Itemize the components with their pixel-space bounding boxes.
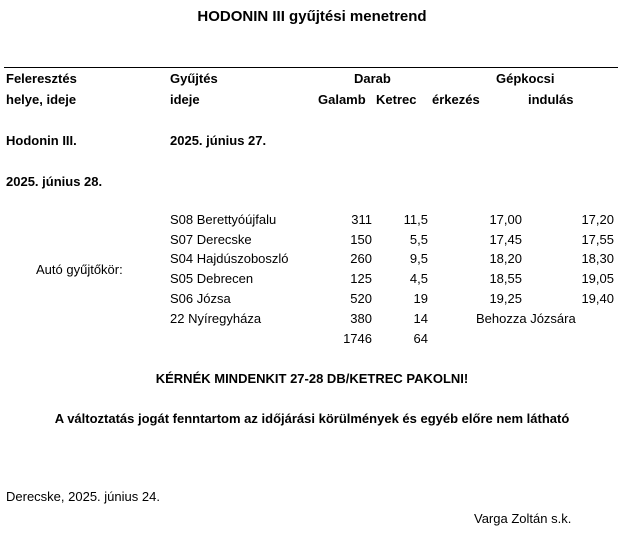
header-darab: Darab: [354, 71, 391, 86]
row-ketrec: 4,5: [409, 271, 428, 286]
page-title: HODONIN III gyűjtési menetrend: [197, 8, 427, 25]
header-release-line2: helye, ideje: [6, 92, 77, 107]
packing-notice: KÉRNÉK MINDENKIT 27-28 DB/KETREC PAKOLNI!: [155, 371, 469, 386]
row-galamb: 380: [350, 311, 372, 326]
row-galamb: 260: [350, 251, 372, 266]
row-galamb: 520: [350, 291, 372, 306]
row-arrival: 17,45: [489, 232, 522, 247]
header-arrival: érkezés: [432, 92, 480, 107]
row-arrival: 17,00: [489, 212, 522, 227]
signature: Varga Zoltán s.k.: [474, 511, 572, 526]
row-departure: 19,05: [581, 271, 614, 286]
row-name: S05 Debrecen: [170, 271, 254, 286]
header-release-line1: Feleresztés: [6, 71, 77, 86]
header-top-rule: [4, 67, 618, 68]
header-collection-line2: ideje: [170, 92, 200, 107]
row-name: S07 Derecske: [170, 232, 252, 247]
row-ketrec: 19: [413, 291, 428, 306]
row-arrival: Behozza Józsára: [476, 311, 576, 326]
collection-date: 2025. június 27.: [170, 133, 267, 148]
row-arrival: 19,25: [489, 291, 522, 306]
total-galamb: 1746: [343, 331, 372, 346]
row-arrival: 18,20: [489, 251, 522, 266]
row-arrival: 18,55: [489, 271, 522, 286]
row-galamb: 125: [350, 271, 372, 286]
row-name: S06 Józsa: [170, 291, 231, 306]
release-place: Hodonin III.: [6, 133, 77, 148]
total-ketrec: 64: [413, 331, 428, 346]
row-departure: 18,30: [581, 251, 614, 266]
header-collection-line1: Gyűjtés: [170, 71, 218, 86]
disclaimer: A változtatás jogát fenntartom az időjárási körülmények és egyéb előre nem látható: [54, 411, 570, 426]
row-galamb: 311: [351, 212, 372, 227]
header-vehicle: Gépkocsi: [496, 71, 555, 86]
row-departure: 17,55: [581, 232, 614, 247]
place-date: Derecske, 2025. június 24.: [6, 489, 160, 504]
row-ketrec: 5,5: [409, 232, 428, 247]
release-date: 2025. június 28.: [6, 174, 103, 189]
row-ketrec: 14: [413, 311, 428, 326]
row-name: S08 Berettyóújfalu: [170, 212, 277, 227]
header-ketrec: Ketrec: [376, 92, 417, 107]
row-ketrec: 11,5: [403, 212, 428, 227]
header-galamb: Galamb: [318, 92, 366, 107]
group-label: Autó gyűjtőkör:: [36, 262, 123, 277]
row-departure: 19,40: [581, 291, 614, 306]
row-departure: 17,20: [581, 212, 614, 227]
row-galamb: 150: [350, 232, 372, 247]
row-ketrec: 9,5: [409, 251, 428, 266]
row-name: 22 Nyíregyháza: [170, 311, 262, 326]
header-departure: indulás: [528, 92, 574, 107]
row-name: S04 Hajdúszoboszló: [170, 251, 289, 266]
